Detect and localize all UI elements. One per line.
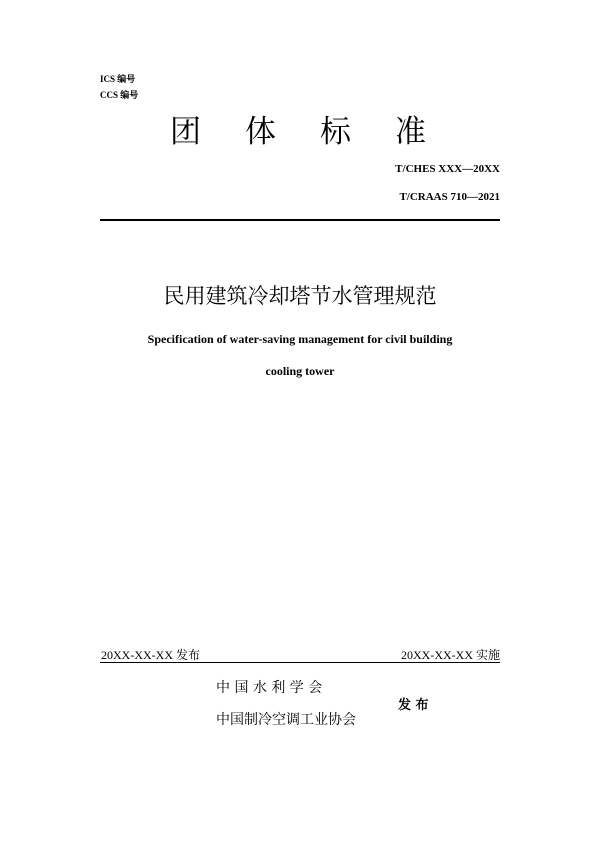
org-water-society: 中 国 水 利 学 会	[216, 680, 323, 696]
heading-char: 体	[245, 114, 276, 150]
issue-date: 20XX-XX-XX 发布	[101, 648, 200, 662]
date-divider	[100, 662, 500, 663]
heading-char: 团	[170, 114, 201, 150]
issued-label: 发 布	[398, 698, 429, 713]
ccs-number: CCS 编号	[100, 90, 139, 100]
header-divider	[100, 219, 500, 221]
heading-char: 标	[320, 114, 351, 150]
standard-code-ches: T/CHES XXX—20XX	[395, 163, 500, 175]
implementation-date: 20XX-XX-XX 实施	[401, 648, 500, 662]
org-refrigeration-association: 中国制冷空调工业协会	[216, 712, 356, 728]
title-english-line2: cooling tower	[265, 364, 335, 378]
standard-type-heading	[170, 106, 426, 151]
ics-number: ICS 编号	[100, 74, 136, 84]
title-chinese: 民用建筑冷却塔节水管理规范	[163, 284, 437, 308]
standard-code-craas: T/CRAAS 710—2021	[399, 191, 500, 203]
title-english-line1: Specification of water-saving management for civil building	[147, 332, 453, 346]
heading-char: 准	[395, 114, 426, 150]
